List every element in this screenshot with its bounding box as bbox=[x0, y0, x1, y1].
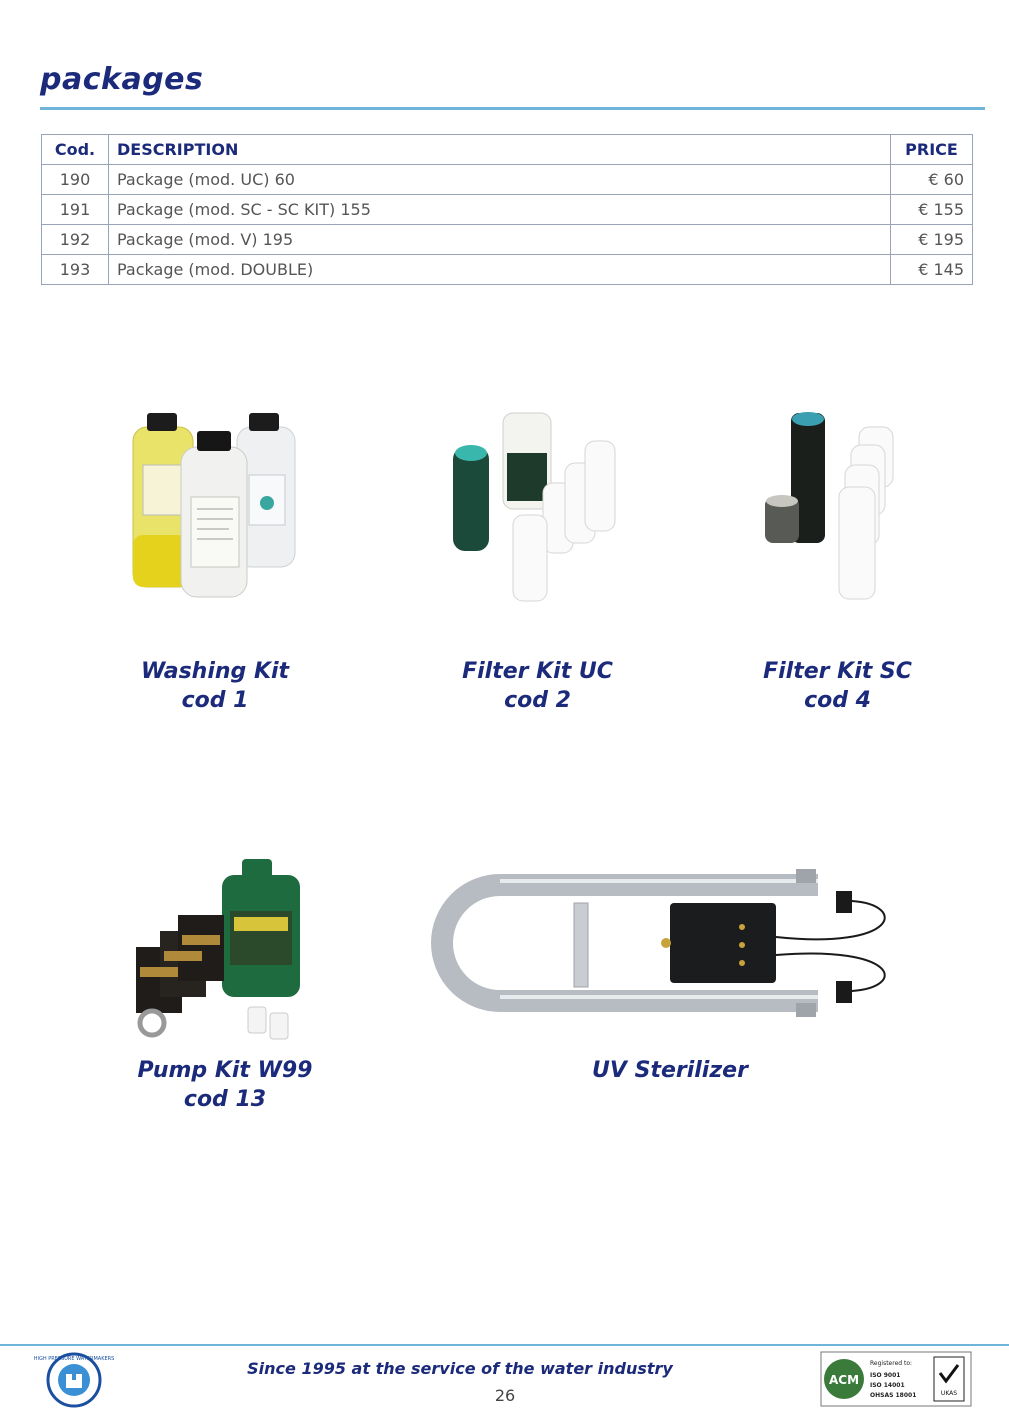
table-header-row bbox=[42, 135, 973, 165]
cell-description: Package (mod. V) 195 bbox=[109, 225, 891, 255]
svg-text:ACM: ACM bbox=[828, 1373, 860, 1387]
filter-kit-uc-image bbox=[445, 405, 625, 605]
table-row bbox=[42, 225, 973, 255]
title-divider bbox=[40, 107, 985, 110]
high-pressure-watermakers-logo bbox=[33, 1352, 115, 1413]
svg-text:ISO 14001: ISO 14001 bbox=[870, 1382, 905, 1389]
uv-sterilizer-image bbox=[438, 865, 898, 1030]
footer-divider bbox=[0, 1344, 1009, 1346]
cell-price: € 155 bbox=[891, 195, 973, 225]
cell-description: Package (mod. SC - SC KIT) 155 bbox=[109, 195, 891, 225]
table-row bbox=[42, 195, 973, 225]
table-row bbox=[42, 165, 973, 195]
pump-kit-image bbox=[130, 855, 310, 1045]
washing-kit-image bbox=[125, 405, 305, 605]
cell-price: € 145 bbox=[891, 255, 973, 285]
product-name: UV Sterilizer bbox=[592, 1058, 748, 1083]
product-name: Pump Kit W99 bbox=[137, 1058, 313, 1083]
product-code: cod 4 bbox=[804, 688, 871, 713]
page-number: 26 bbox=[494, 1386, 516, 1405]
cell-cod: 192 bbox=[42, 225, 109, 255]
svg-text:OHSAS 18001: OHSAS 18001 bbox=[870, 1392, 917, 1399]
svg-text:ISO 9001: ISO 9001 bbox=[870, 1372, 901, 1379]
product-name: Filter Kit SC bbox=[763, 659, 912, 684]
page-title: packages bbox=[40, 62, 204, 97]
filter-kit-sc-image bbox=[755, 405, 915, 605]
product-code: cod 1 bbox=[181, 688, 249, 713]
product-caption bbox=[110, 657, 320, 715]
header-description: DESCRIPTION bbox=[109, 135, 891, 165]
product-code: cod 13 bbox=[183, 1087, 267, 1112]
logo-text: HIGH PRESSURE WATERMAKERS bbox=[33, 1356, 115, 1362]
product-name: Filter Kit UC bbox=[462, 659, 613, 684]
cell-cod: 193 bbox=[42, 255, 109, 285]
svg-text:UKAS: UKAS bbox=[940, 1390, 958, 1397]
acm-certification-logo bbox=[820, 1351, 972, 1412]
svg-text:Registered to:: Registered to: bbox=[870, 1360, 913, 1367]
table-row bbox=[42, 255, 973, 285]
cell-cod: 190 bbox=[42, 165, 109, 195]
cell-description: Package (mod. UC) 60 bbox=[109, 165, 891, 195]
cell-cod: 191 bbox=[42, 195, 109, 225]
product-caption bbox=[430, 657, 645, 715]
cell-price: € 195 bbox=[891, 225, 973, 255]
product-name: Washing Kit bbox=[140, 659, 290, 684]
product-caption bbox=[115, 1056, 335, 1114]
product-code: cod 2 bbox=[504, 688, 571, 713]
footer-tagline: Since 1995 at the service of the water industry bbox=[247, 1359, 673, 1378]
price-table bbox=[41, 134, 973, 285]
header-price: PRICE bbox=[891, 135, 973, 165]
header-cod: Cod. bbox=[42, 135, 109, 165]
cell-price: € 60 bbox=[891, 165, 973, 195]
cell-description: Package (mod. DOUBLE) bbox=[109, 255, 891, 285]
product-caption bbox=[560, 1056, 780, 1085]
product-caption bbox=[735, 657, 940, 715]
